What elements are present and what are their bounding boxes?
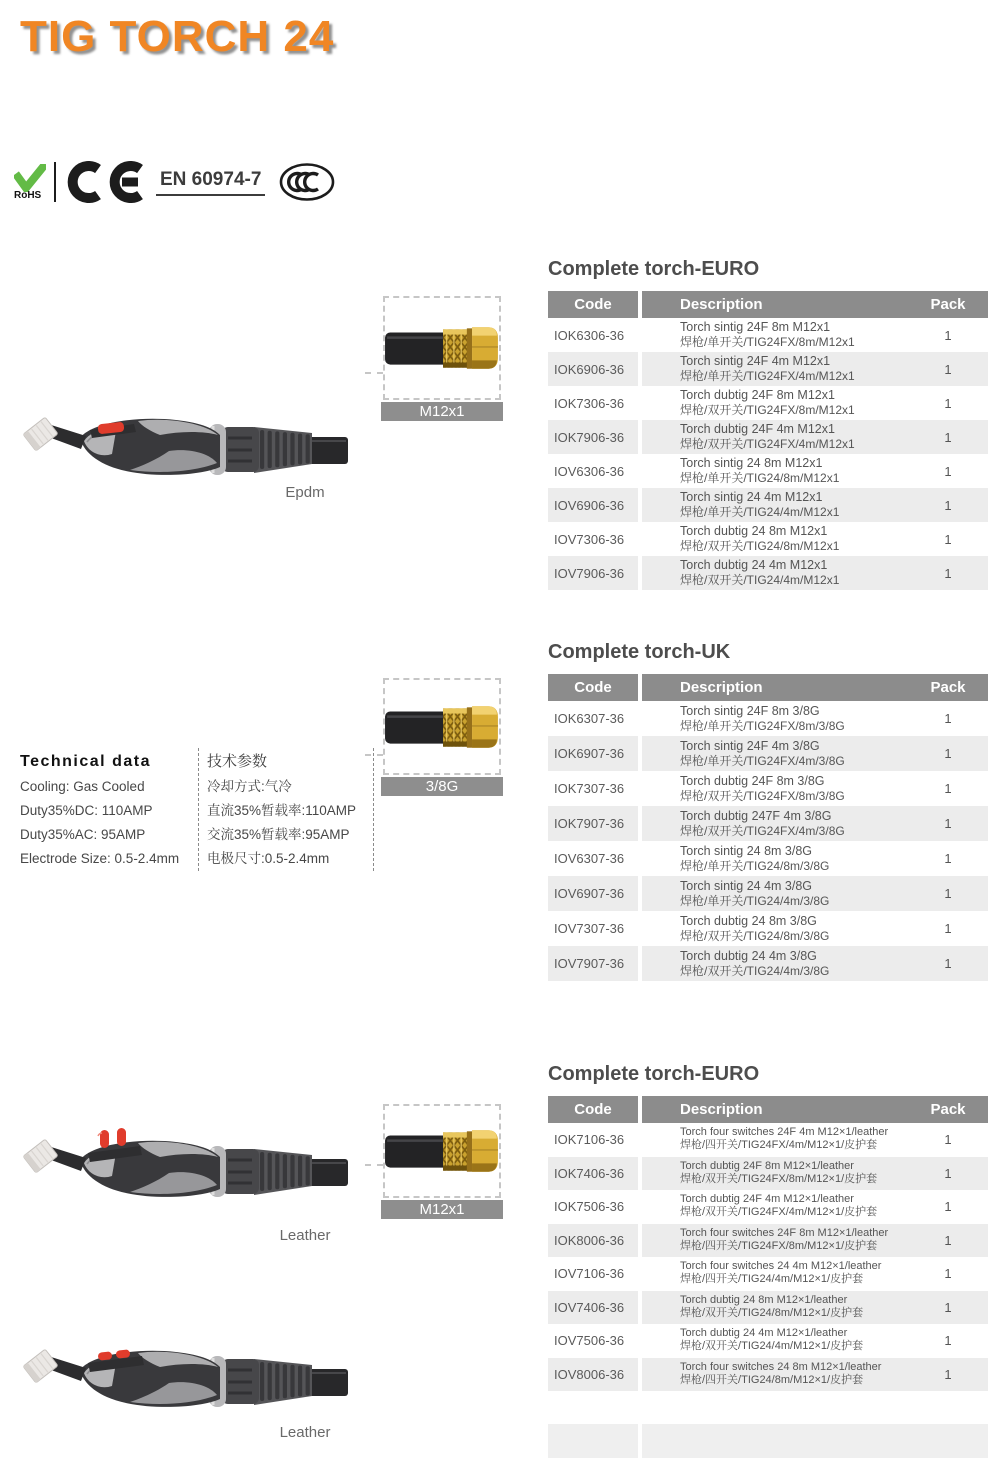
column-header-description: Description: [680, 1101, 763, 1118]
description-chinese: 焊枪/双开关/TIG24FX/8m/M12x1: [680, 403, 855, 417]
table-header: [548, 674, 988, 701]
code-cell: IOK7307-36: [554, 781, 625, 796]
table-row: [548, 1257, 988, 1291]
connector-leader-line: [365, 372, 383, 374]
pack-cell: 1: [944, 327, 952, 343]
connector-image-3-8g: [385, 698, 499, 756]
description-cell: [642, 736, 908, 771]
description-chinese: 焊枪/四开关/TIG24/8m/M12×1/皮护套: [680, 1373, 864, 1386]
description-english: Torch sintig 24 4m 3/8G: [680, 878, 813, 893]
description-cell: [642, 1224, 908, 1258]
standard-label: EN 60974-7: [156, 169, 265, 196]
description-english: Torch dubtig 24F 4m M12×1/leather: [680, 1193, 854, 1206]
technical-data-title: Technical data: [20, 753, 151, 770]
code-cell: IOK7106-36: [554, 1132, 625, 1148]
description-english: Torch sintig 24 8m 3/8G: [680, 843, 813, 858]
code-cell: IOV6907-36: [548, 876, 638, 911]
table-row: [548, 911, 988, 946]
pack-cell: 1: [944, 531, 952, 547]
table-row: [548, 420, 988, 454]
description-cell: [642, 522, 908, 556]
column-header-code: Code: [548, 1096, 638, 1123]
code-cell: IOV7907-36: [548, 946, 638, 981]
ccc-mark-icon: [279, 162, 335, 202]
code-cell: IOK6907-36: [548, 736, 638, 771]
code-cell: IOV8006-36: [548, 1358, 638, 1392]
table-row: [548, 318, 988, 352]
code-cell: IOK6906-36: [548, 352, 638, 386]
description-chinese: 焊枪/双开关/TIG24FX/8m/3/8G: [680, 788, 845, 803]
description-cell: [642, 386, 908, 420]
description-english: Torch dubtig 24 8m M12x1: [680, 524, 828, 538]
table-row: [548, 1291, 988, 1325]
technical-data-value: Duty35%AC: 95AMP: [20, 827, 146, 842]
pack-cell: 1: [944, 711, 952, 726]
code-cell: IOV6906-36: [548, 488, 638, 522]
pack-cell: 1: [944, 395, 952, 411]
pack-cell: 1: [944, 886, 952, 901]
torch-image-leather-1: [8, 1122, 348, 1217]
technical-data-chinese-column: [198, 748, 374, 871]
description-cell: [642, 318, 908, 352]
description-chinese: 焊枪/单开关/TIG24/8m/M12x1: [680, 471, 840, 485]
table-row: [548, 771, 988, 806]
code-cell: IOV7307-36: [554, 921, 625, 936]
description-cell: [642, 488, 908, 522]
description-english: Torch dubtig 24F 8m 3/8G: [680, 773, 825, 788]
table-row: [548, 1123, 988, 1157]
description-cell: [642, 1324, 908, 1358]
description-english: Torch dubtig 24 4m 3/8G: [680, 948, 817, 963]
description-cell: [642, 352, 908, 386]
description-cell: [642, 1190, 908, 1224]
product-table-euro-leather: [548, 1063, 988, 1458]
table-row: [548, 352, 988, 386]
code-cell: IOV6306-36: [554, 463, 625, 479]
rohs-badge: [14, 164, 52, 201]
pack-cell: 1: [944, 956, 952, 971]
description-english: Torch dubtig 24 4m M12×1/leather: [680, 1327, 848, 1340]
description-chinese: 焊枪/单开关/TIG24FX/8m/3/8G: [680, 718, 845, 733]
connector-thread-label: M12x1: [381, 402, 503, 421]
technical-data-value-cn: 电极尺寸:0.5-2.4mm: [207, 851, 330, 866]
pack-cell: 1: [944, 1366, 952, 1382]
pack-cell: 1: [944, 429, 952, 445]
torch-image-leather-2: [8, 1332, 348, 1427]
description-cell: [642, 1257, 908, 1291]
pack-cell: 1: [944, 565, 952, 581]
description-english: Torch four switches 24 4m M12×1/leather: [680, 1260, 882, 1273]
pack-cell: 1: [944, 1132, 952, 1148]
description-cell: [642, 841, 908, 876]
description-english: Torch sintig 24 8m M12x1: [680, 456, 823, 470]
description-chinese: 焊枪/双开关/TIG24FX/4m/M12x1: [680, 437, 855, 451]
technical-data-value-cn: 直流35%暂载率:110AMP: [207, 803, 357, 818]
pack-cell: 1: [944, 1299, 952, 1315]
technical-data-value: Duty35%DC: 110AMP: [20, 803, 153, 818]
description-english: Torch dubtig 24 8m 3/8G: [680, 913, 817, 928]
code-cell: IOV7106-36: [554, 1266, 625, 1282]
pack-cell: 1: [944, 781, 952, 796]
description-english: Torch dubtig 24 4m M12x1: [680, 558, 828, 572]
description-english: Torch dubtig 247F 4m 3/8G: [680, 808, 832, 823]
pack-cell: 1: [944, 1165, 952, 1181]
description-chinese: 焊枪/双开关/TIG24FX/4m/3/8G: [680, 823, 845, 838]
description-english: Torch four switches 24F 4m M12×1/leather: [680, 1126, 889, 1139]
pack-cell: 1: [944, 1266, 952, 1282]
description-chinese: 焊枪/单开关/TIG24FX/4m/3/8G: [680, 753, 845, 768]
column-header-code: Code: [548, 291, 638, 318]
description-chinese: 焊枪/单开关/TIG24FX/4m/M12x1: [680, 369, 855, 383]
description-chinese: 焊枪/双开关/TIG24/8m/M12×1/皮护套: [680, 1306, 864, 1319]
pack-cell: 1: [944, 921, 952, 936]
table-row: [548, 1324, 988, 1358]
description-cell: [642, 420, 908, 454]
description-chinese: 焊枪/四开关/TIG24FX/8m/M12×1/皮护套: [680, 1239, 878, 1252]
torch-material-label: Epdm: [285, 484, 325, 501]
column-header-pack: Pack: [930, 679, 966, 696]
description-cell: [642, 1291, 908, 1325]
connector-detail-box: [383, 678, 501, 775]
description-cell: [642, 806, 908, 841]
pack-cell: 1: [944, 746, 952, 761]
product-table-euro: [548, 258, 988, 590]
rohs-label: RoHS: [14, 189, 42, 201]
connector-detail-box: [383, 1104, 501, 1198]
description-english: Torch dubtig 24F 4m M12x1: [680, 422, 835, 436]
description-cell: [642, 876, 908, 911]
pack-cell: 1: [944, 1199, 952, 1215]
description-cell: [642, 1157, 908, 1191]
certification-row: [14, 160, 335, 204]
table-row: [548, 946, 988, 981]
technical-data-english-column: [20, 748, 198, 871]
description-english: Torch dubtig 24F 8m M12×1/leather: [680, 1159, 854, 1172]
code-cell: IOV7406-36: [548, 1291, 638, 1325]
description-chinese: 焊枪/双开关/TIG24FX/4m/M12×1/皮护套: [680, 1206, 878, 1219]
technical-data-title-cn: 技术参数: [207, 753, 268, 770]
code-cell: IOV7506-36: [554, 1333, 625, 1349]
description-english: Torch dubtig 24 8m M12×1/leather: [680, 1293, 848, 1306]
pack-cell: 1: [944, 497, 952, 513]
table-row: [548, 701, 988, 736]
table-row: [548, 1358, 988, 1392]
pack-cell: 1: [944, 816, 952, 831]
connector-image-m12x1-2: [385, 1122, 499, 1180]
code-cell: IOK7907-36: [548, 806, 638, 841]
technical-data-panel: [20, 748, 374, 871]
code-cell: IOK7406-36: [548, 1157, 638, 1191]
table-row: [548, 806, 988, 841]
technical-data-value: Cooling: Gas Cooled: [20, 779, 145, 794]
pack-cell: 1: [944, 1232, 952, 1248]
code-cell: IOK6306-36: [554, 327, 625, 343]
description-english: Torch sintig 24F 8m 3/8G: [680, 703, 820, 718]
torch-image-epdm: [8, 400, 348, 495]
table-title: Complete torch-EURO: [548, 258, 760, 280]
table-header: [548, 291, 988, 318]
description-english: Torch four switches 24F 8m M12×1/leather: [680, 1226, 889, 1239]
description-english: Torch sintig 24F 4m M12x1: [680, 354, 831, 368]
column-header-description: Description: [680, 296, 763, 313]
description-cell: [642, 911, 908, 946]
description-chinese: 焊枪/单开关/TIG24/4m/M12x1: [680, 505, 840, 519]
pack-cell: 1: [944, 851, 952, 866]
empty-table-row: [548, 1424, 988, 1458]
connector-thread-label: M12x1: [381, 1200, 503, 1219]
technical-data-value: Electrode Size: 0.5-2.4mm: [20, 851, 180, 866]
connector-leader-line: [365, 1164, 383, 1166]
description-chinese: 焊枪/双开关/TIG24/4m/M12x1: [680, 573, 840, 587]
column-header-pack: Pack: [930, 296, 966, 313]
description-english: Torch sintig 24 4m M12x1: [680, 490, 823, 504]
description-chinese: 焊枪/双开关/TIG24/8m/3/8G: [680, 928, 830, 943]
rohs-check-icon: [14, 164, 46, 192]
description-chinese: 焊枪/双开关/TIG24/4m/M12×1/皮护套: [680, 1340, 864, 1353]
table-row: [548, 1190, 988, 1224]
product-table-uk: [548, 641, 988, 981]
description-english: Torch dubtig 24F 8m M12x1: [680, 388, 835, 402]
description-cell: [642, 701, 908, 736]
torch-material-label: Leather: [279, 1227, 331, 1244]
table-row: [548, 1224, 988, 1258]
code-cell: IOK7506-36: [554, 1199, 625, 1215]
torch-material-label: Leather: [279, 1424, 331, 1441]
table-row: [548, 736, 988, 771]
description-chinese: 焊枪/双开关/TIG24FX/8m/M12×1/皮护套: [680, 1172, 878, 1185]
pack-cell: 1: [944, 1333, 952, 1349]
code-cell: IOK8006-36: [548, 1224, 638, 1258]
table-title: Complete torch-EURO: [548, 1063, 760, 1085]
description-cell: [642, 1358, 908, 1392]
code-cell: IOK7906-36: [548, 420, 638, 454]
column-header-pack: Pack: [930, 1101, 966, 1118]
code-cell: IOV7906-36: [548, 556, 638, 590]
technical-data-value-cn: 交流35%暂载率:95AMP: [207, 827, 350, 842]
pack-cell: 1: [944, 463, 952, 479]
description-chinese: 焊枪/双开关/TIG24/8m/M12x1: [680, 539, 840, 553]
code-cell: IOK6307-36: [554, 711, 625, 726]
description-chinese: 焊枪/单开关/TIG24/8m/3/8G: [680, 858, 830, 873]
ce-mark-icon: [64, 161, 146, 203]
table-row: [548, 841, 988, 876]
technical-data-value-cn: 冷却方式:气冷: [207, 779, 292, 794]
code-cell: IOV7306-36: [554, 531, 625, 547]
description-cell: [642, 556, 908, 590]
table-row: [548, 876, 988, 911]
description-chinese: 焊枪/双开关/TIG24/4m/3/8G: [680, 963, 830, 978]
table-row: [548, 522, 988, 556]
connector-thread-label: 3/8G: [381, 777, 503, 796]
description-chinese: 焊枪/四开关/TIG24/4m/M12×1/皮护套: [680, 1273, 864, 1286]
description-cell: [642, 454, 908, 488]
page-title: TIG TORCH 24: [20, 12, 335, 61]
table-row: [548, 488, 988, 522]
code-cell: IOV6307-36: [554, 851, 625, 866]
table-header: [548, 1096, 988, 1123]
description-chinese: 焊枪/单开关/TIG24/4m/3/8G: [680, 893, 830, 908]
description-cell: [642, 771, 908, 806]
description-english: Torch sintig 24F 8m M12x1: [680, 320, 831, 334]
description-chinese: 焊枪/四开关/TIG24FX/4m/M12×1/皮护套: [680, 1139, 878, 1152]
connector-detail-box: [383, 296, 501, 400]
column-header-code: Code: [548, 674, 638, 701]
column-header-description: Description: [680, 679, 763, 696]
cert-divider: [54, 162, 56, 202]
table-row: [548, 556, 988, 590]
table-row: [548, 1157, 988, 1191]
pack-cell: 1: [944, 361, 952, 377]
table-title: Complete torch-UK: [548, 641, 731, 663]
description-cell: [642, 946, 908, 981]
table-row: [548, 454, 988, 488]
code-cell: IOK7306-36: [554, 395, 625, 411]
description-cell: [642, 1123, 908, 1157]
connector-image-m12x1: [385, 319, 499, 377]
description-chinese: 焊枪/单开关/TIG24FX/8m/M12x1: [680, 335, 855, 349]
description-english: Torch sintig 24F 4m 3/8G: [680, 738, 820, 753]
description-english: Torch four switches 24 8m M12×1/leather: [680, 1360, 882, 1373]
table-row: [548, 386, 988, 420]
